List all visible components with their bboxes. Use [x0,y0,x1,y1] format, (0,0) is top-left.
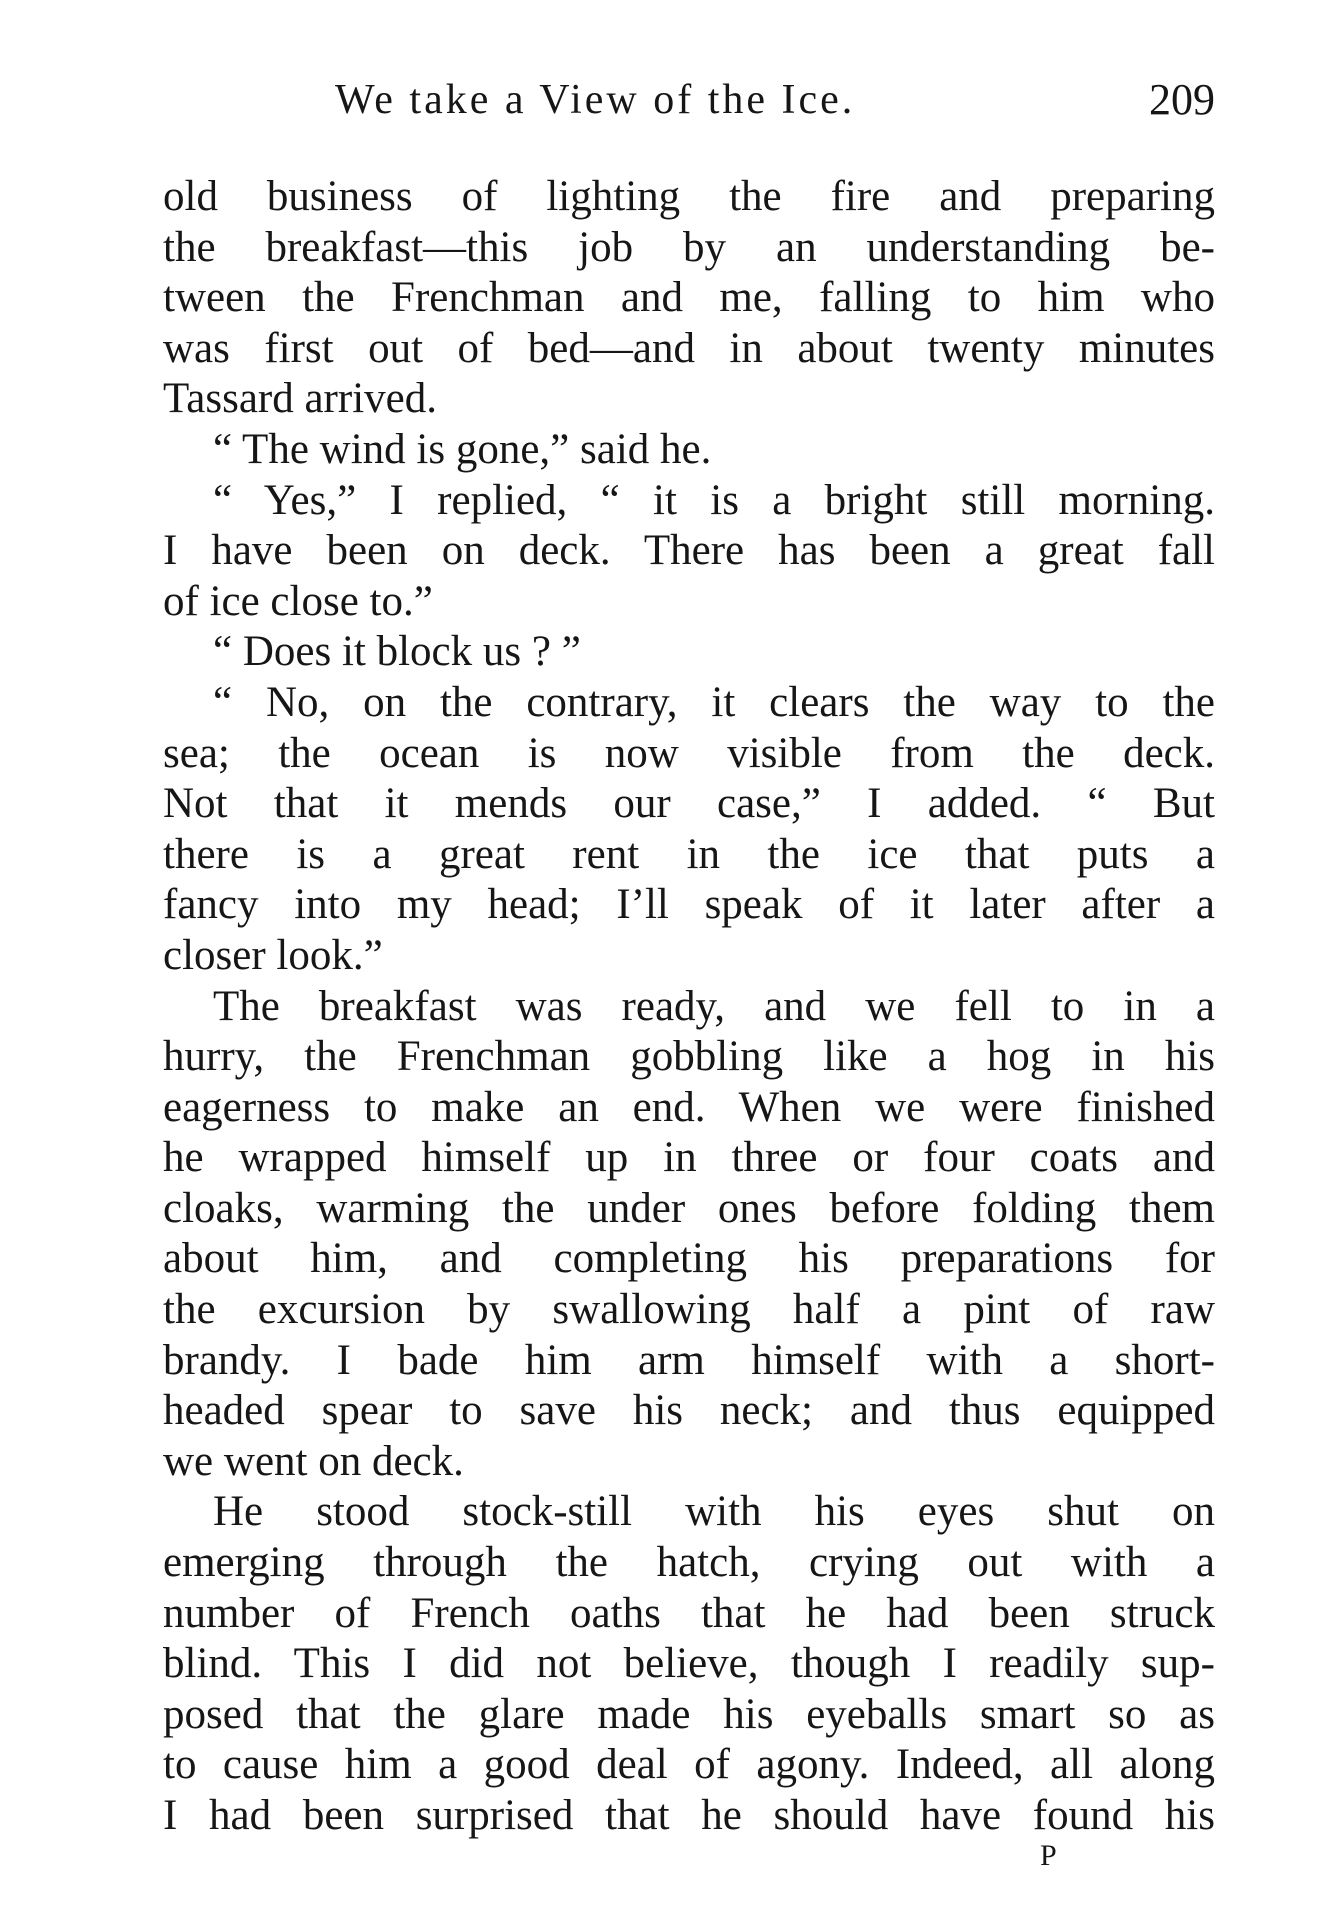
text-line: The breakfast was ready, and we fell to in a [213,982,1215,1030]
text-line: “ No, on the contrary, it clears the way to the [213,678,1215,726]
running-title: We take a View of the Ice. [335,77,856,123]
text-line: fancy into my head; I’ll speak of it later after a [163,881,1215,929]
text-line: “ The wind is gone,” said he. [213,425,712,473]
text-line: number of French oaths that he had been struck [163,1589,1215,1637]
text-line: of ice close to.” [163,577,433,625]
text-line: I had been surprised that he should have found his [163,1792,1215,1839]
text-line: was first out of bed—and in about twenty minutes [163,324,1215,372]
text-line: headed spear to save his neck; and thus equipped [163,1387,1215,1435]
text-line: sea; the ocean is now visible from the deck. [163,729,1215,777]
text-line: tween the Frenchman and me, falling to him who [163,274,1215,322]
text-line: eagerness to make an end. When we were finished [163,1083,1215,1131]
text-line: we went on deck. [163,1437,464,1485]
text-line: “ Yes,” I replied, “ it is a bright still morning. [213,476,1215,524]
text-line: brandy. I bade him arm himself with a short- [163,1336,1215,1384]
text-line: old business of lighting the fire and preparing [163,173,1215,220]
signature-mark: P [1040,1839,1057,1872]
text-line: closer look.” [163,931,383,979]
text-line: hurry, the Frenchman gobbling like a hog in his [163,1033,1215,1081]
text-line: there is a great rent in the ice that puts a [163,830,1215,878]
page-number: 209 [1149,75,1215,124]
text-line: He stood stock-still with his eyes shut on [213,1488,1215,1536]
text-line: posed that the glare made his eyeballs smart so as [163,1690,1215,1738]
text-line: blind. This I did not believe, though I readily sup- [163,1640,1215,1688]
text-line: about him, and completing his preparations for [163,1235,1215,1283]
text-line: Tassard arrived. [163,375,437,423]
text-line: to cause him a good deal of agony. Indeed, all along [163,1741,1215,1789]
text-line: Not that it mends our case,” I added. “ But [163,780,1215,828]
text-line: he wrapped himself up in three or four coats and [163,1134,1215,1182]
body-text [163,172,1215,1842]
page-header [335,70,1215,130]
text-line: emerging through the hatch, crying out with a [163,1539,1215,1587]
text-line: I have been on deck. There has been a great fall [163,527,1215,575]
text-line: the excursion by swallowing half a pint of raw [163,1286,1215,1334]
text-line: the breakfast—this job by an understanding be- [163,223,1215,271]
text-line: cloaks, warming the under ones before folding them [163,1184,1215,1232]
text-line: “ Does it block us ? ” [213,628,581,676]
